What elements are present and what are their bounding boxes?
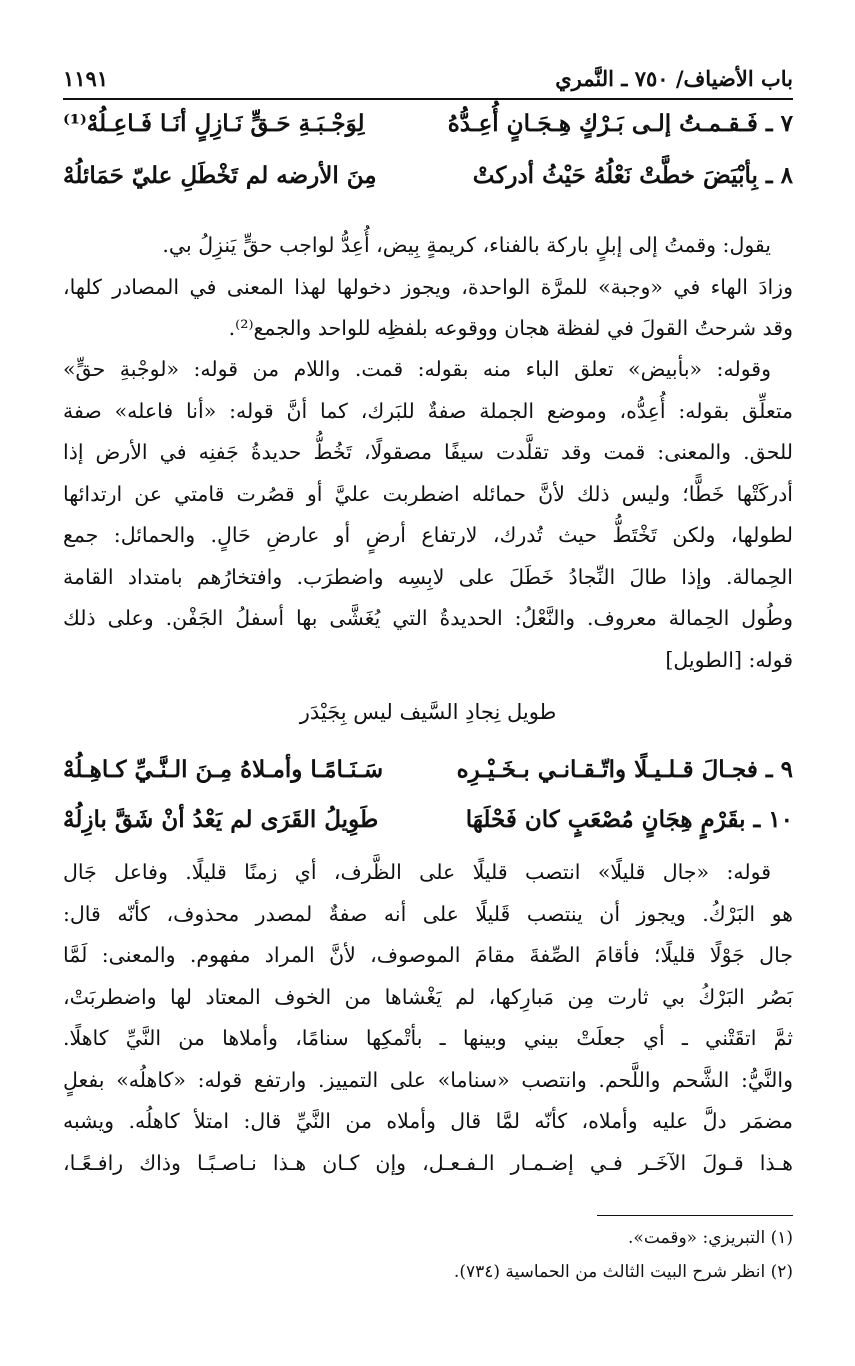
quoted-hemistich: طويل نِجادِ السَّيف ليس بِجَيْدَر bbox=[299, 700, 557, 724]
text-line: وطُول الحِمالة معروف. والنَّعْلُ: الحديدةُ التي يُغَشَّى بها أسفلُ الجَفْن. وعلى ذلك bbox=[63, 606, 793, 630]
running-header bbox=[63, 58, 793, 100]
verse-9 bbox=[63, 756, 793, 783]
text-line: وزادَ الهاء في «وجبة» للمرَّة الواحدة، ويجوز دخولها لهذا المعنى في المصادر كلها، bbox=[63, 274, 793, 299]
verse-10 bbox=[63, 806, 793, 833]
text-line: يقول: وقمتُ إلى إبلٍ باركة بالفناء، كريمةٍ بِيض، أُعِدُّ لواجب حقٍّ يَنزِلُ بي. bbox=[162, 233, 771, 257]
verse-7-first-hemistich: ٧ ـ فَـقـمـتُ إلـى بَـرْكٍ هِـجَـانٍ أُعِـدُّهُ bbox=[447, 110, 793, 137]
commentary-paragraph-1 bbox=[63, 225, 793, 350]
commentary-paragraph-3 bbox=[63, 852, 793, 1184]
footnote-divider bbox=[597, 1215, 793, 1216]
text-line: وقد شرحتُ القولَ في لفظة هجان ووقوعه بلفظِه للواحد والجمع⁽²⁾. bbox=[228, 316, 793, 340]
text-line: الحِمالة. وإذا طالَ النِّجادُ خَطَلَ على لابِسِه واضطرَب. وافتخارُهم بامتداد القامة bbox=[63, 564, 793, 589]
text-line: هو البَرْكُ. ويجوز أن ينتصب قَليلًا على أنه صفةٌ لمصدر محذوف، كأنّه قال: bbox=[63, 901, 793, 926]
text-line: هـذا قـولَ الآخَـر فـي إضـمـار الـفـعـل، وإن كـان هـذا نـاصـبًـا وذاك رافـعًـا، bbox=[63, 1150, 793, 1175]
text-line: والنَّيُّ: الشَّحم واللَّحم. وانتصب «سناما» على التمييز. وارتفع قوله: «كاهلُه» بفعلٍ bbox=[63, 1067, 793, 1092]
text-line: مضمَر دلَّ عليه وأملاه، كأنّه لمَّا قال وأملاه من النَّيِّ قال: امتلأ كاهلُه. ويشبه bbox=[63, 1109, 793, 1133]
verse-9-second-hemistich: سَـنَـامًـا وأمـلاهُ مِـنَ الـنَّـيِّ كـاهِـلُهْ bbox=[63, 756, 384, 783]
verse-7 bbox=[63, 110, 793, 137]
verse-8 bbox=[63, 162, 793, 189]
chapter-title: باب الأضياف/ ٧٥٠ ـ النَّمري bbox=[555, 65, 793, 91]
verse-7-second-hemistich: لِوَجْـبَـةِ حَـقٍّ نَـازِلٍ أنَـا فَـاعِـلُهْ⁽¹⁾ bbox=[63, 110, 365, 137]
text-line: قوله: [الطويل] bbox=[665, 647, 793, 672]
text-line: متعلِّق بقوله: أُعِدُّه، وموضع الجملة صفةٌ للبَرك، كما أنَّ قوله: «أنا فاعله» صفة bbox=[63, 398, 793, 423]
footnote-2: (٢) انظر شرح البيت الثالث من الحماسية (٧٣٤). bbox=[453, 1262, 793, 1282]
text-line: بَصُر البَرْكُ بي ثارت مِن مَبارِكها، لم يَغْشاها من الخوف المعتاد لها واضطربَتْ، bbox=[63, 984, 793, 1009]
text-line: لطولها، ولكن تَخْتَطُّ حيث تُدرك، لارتفاع أرضٍ أو عارضِ حَالٍ. والحمائل: جمع bbox=[63, 523, 793, 547]
footnote-1: (١) التبريزي: «وقمت». bbox=[628, 1228, 793, 1248]
text-line: جال جَوْلًا قليلًا؛ فأقامَ الصِّفةَ مقامَ الموصوف، لأنَّ المراد مفهوم. والمعنى: لَمَّا bbox=[63, 943, 793, 967]
text-line: للحق. والمعنى: قمت وقد تقلَّدت سيفًا مصقولًا، تَخُطُّ حديدةُ جَفنِه في الأرض إذا bbox=[63, 440, 793, 464]
commentary-paragraph-2 bbox=[63, 349, 793, 681]
verse-9-first-hemistich: ٩ ـ فجـالَ قـلـيـلًا واتّـقـانـي بـخَـيْـرِه bbox=[456, 756, 793, 783]
text-line: أدركَتْها خَطًّا؛ وليس ذلك لأنَّ حمائله اضطربت عليَّ أو قصُرت قامتي عن ارتدائها bbox=[63, 481, 793, 506]
verse-10-first-hemistich: ١٠ ـ بقَرْمٍ هِجَانٍ مُصْعَبٍ كان فَحْلَهَا bbox=[465, 806, 793, 833]
page-number: ١١٩١ bbox=[63, 65, 109, 91]
text-line: ثمَّ اتقَتْني ـ أي جعلَتْ بيني وبينها ـ بأتْمكِها سنامًا، وأملاها من النَّيِّ كاهلًا. bbox=[63, 1026, 793, 1050]
text-line: قوله: «جال قليلًا» انتصب قليلًا على الظَّرف، أي زمنًا قليلًا. وفاعل جَال bbox=[63, 860, 771, 884]
verse-8-first-hemistich: ٨ ـ بِأبْيَضَ خطَّتْ نَعْلُهُ حَيْثُ أدركتْ bbox=[472, 162, 793, 189]
verse-8-second-hemistich: مِنَ الأرضه لم تَخْطَلِ عليّ حَمَائلُهْ bbox=[63, 162, 377, 189]
verse-10-second-hemistich: طَوِيلُ القَرَى لم يَعْدُ أنْ شَقَّ بازِلُهْ bbox=[63, 806, 379, 833]
text-line: وقوله: «بأبيض» تعلق الباء منه بقوله: قمت. واللام من قوله: «لوجْبةِ حقٍّ» bbox=[63, 357, 771, 381]
